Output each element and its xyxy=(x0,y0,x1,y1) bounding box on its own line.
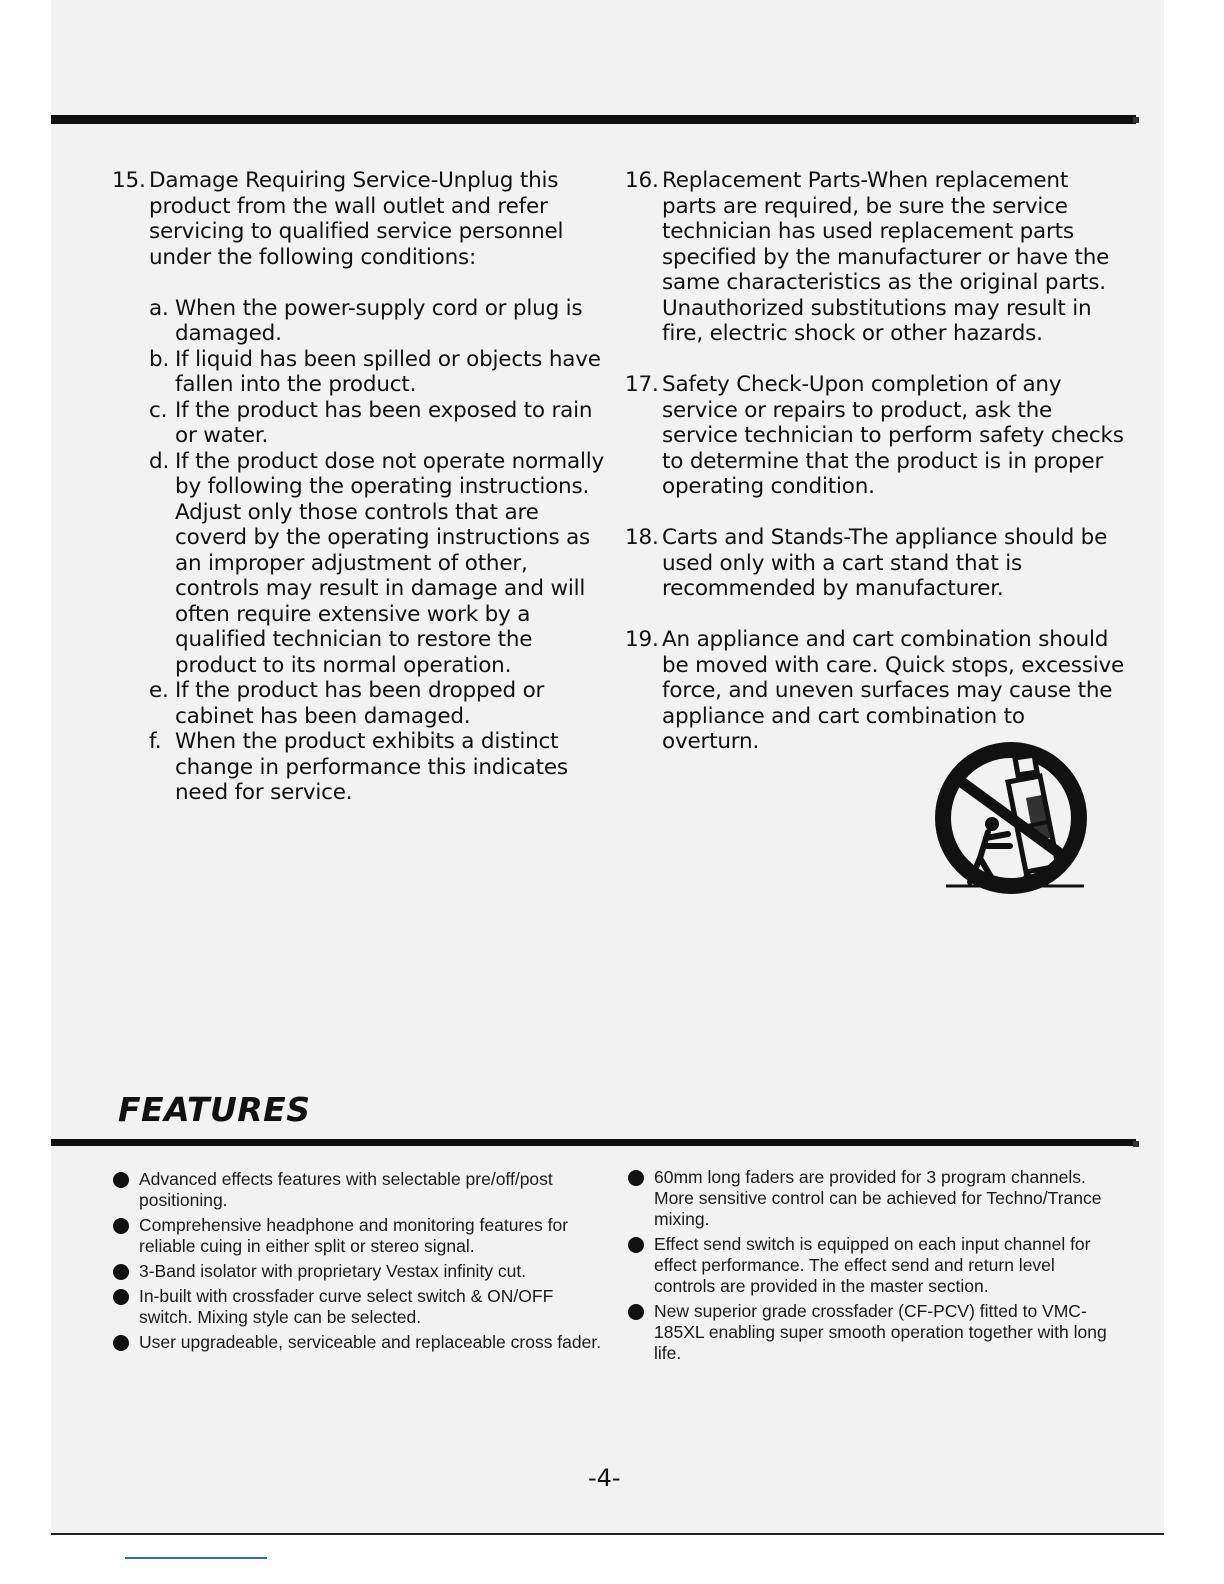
condition-letter: a. xyxy=(149,295,169,321)
item-19 xyxy=(625,627,1125,755)
condition-text: When the power-supply cord or plug is damaged. xyxy=(175,295,583,346)
item-text: An appliance and cart combination should be moved with care. Quick stops, excessive force, and uneven surfaces may cause the appliance and cart combination to overturn. xyxy=(662,627,1125,754)
item-text: Replacement Parts-When replacement parts are required, be sure the service technician has used replacement parts specified by the manufacturer or have the same characteristics as the original parts. Unauthorized substitutions may result in fire, electric shock or other hazards. xyxy=(662,168,1110,346)
feature-item xyxy=(627,1301,1117,1364)
item-text: Safety Check-Upon completion of any service or repairs to product, ask the service technician to perform safety checks to determine that the product is in proper operating condition. xyxy=(662,372,1124,499)
feature-text: New superior grade crossfader (CF-PCV) fitted to VMC-185XL enabling super smooth operation together with long life. xyxy=(654,1301,1107,1363)
feature-text: User upgradeable, serviceable and replaceable cross fader. xyxy=(139,1332,602,1352)
item-16 xyxy=(625,168,1125,347)
feature-item xyxy=(627,1167,1117,1230)
condition-text: If the product dose not operate normally by following the operating instructions. Adjust only those controls that are coverd by the operating instructions as an improper adjustment of other, controls may result in damage and will often require extensive work by a qualified technician to restore the product to its normal operation. xyxy=(175,448,605,678)
features-right-list xyxy=(627,1167,1117,1368)
bullet-icon xyxy=(113,1264,129,1280)
condition-text: If liquid has been spilled or objects have fallen into the product. xyxy=(175,346,601,397)
condition-letter: b. xyxy=(149,346,170,372)
feature-item xyxy=(112,1215,607,1257)
feature-item xyxy=(112,1332,607,1353)
condition-item xyxy=(149,296,612,347)
item-number: 16. xyxy=(625,168,659,193)
feature-item xyxy=(112,1169,607,1211)
condition-letter: e. xyxy=(149,678,169,703)
feature-text: Advanced effects features with selectable pre/off/post positioning. xyxy=(139,1169,553,1210)
condition-item xyxy=(149,449,612,679)
item-number: 17. xyxy=(625,372,659,397)
features-left-list xyxy=(112,1169,607,1357)
cart-tip-over-warning-icon xyxy=(926,738,1096,903)
condition-letter: d. xyxy=(149,448,170,474)
item-number: 15. xyxy=(112,168,146,193)
condition-item xyxy=(149,729,612,806)
bullet-icon xyxy=(113,1218,129,1234)
bullet-icon xyxy=(113,1335,129,1351)
features-heading: FEATURES xyxy=(118,1090,311,1129)
feature-text: In-built with crossfader curve select switch & ON/OFF switch. Mixing style can be selected. xyxy=(139,1286,554,1327)
item-text: Carts and Stands-The appliance should be used only with a cart stand that is recommended by manufacturer. xyxy=(662,525,1108,601)
top-rule xyxy=(51,115,1136,124)
bullet-icon xyxy=(628,1170,644,1186)
feature-item xyxy=(112,1286,607,1328)
bottom-rule xyxy=(51,1533,1164,1535)
item-15 xyxy=(112,168,612,806)
condition-text: If the product has been exposed to rain or water. xyxy=(175,397,593,448)
condition-text: When the product exhibits a distinct change in performance this indicates need for service. xyxy=(175,729,568,805)
feature-text: 60mm long faders are provided for 3 program channels. More sensitive control can be achieved for Techno/Trance mixing. xyxy=(654,1167,1102,1229)
item-number: 18. xyxy=(625,525,659,550)
features-rule xyxy=(51,1139,1136,1146)
feature-text: 3-Band isolator with proprietary Vestax infinity cut. xyxy=(139,1261,527,1281)
right-column xyxy=(625,168,1125,780)
feature-item xyxy=(112,1261,607,1282)
left-column xyxy=(112,168,612,831)
page-number: -4- xyxy=(588,1464,621,1492)
item-number: 19. xyxy=(625,627,659,652)
condition-letter: c. xyxy=(149,397,168,423)
bullet-icon xyxy=(113,1172,129,1188)
condition-text: If the product has been dropped or cabinet has been damaged. xyxy=(175,678,545,729)
feature-text: Effect send switch is equipped on each input channel for effect performance. The effect send and return level controls are provided in the master section. xyxy=(654,1234,1091,1296)
link-underline xyxy=(125,1557,267,1559)
bullet-icon xyxy=(628,1237,644,1253)
condition-item xyxy=(149,398,612,449)
item-text: Damage Requiring Service-Unplug this product from the wall outlet and refer servicing to qualified service personnel under the following conditions: xyxy=(149,168,564,270)
item-18 xyxy=(625,525,1125,602)
condition-list xyxy=(149,296,612,806)
condition-item xyxy=(149,347,612,398)
condition-letter: f. xyxy=(149,729,162,754)
bullet-icon xyxy=(113,1289,129,1305)
feature-text: Comprehensive headphone and monitoring features for reliable cuing in either split or stereo signal. xyxy=(139,1215,569,1256)
feature-item xyxy=(627,1234,1117,1297)
item-17 xyxy=(625,372,1125,500)
condition-item xyxy=(149,678,612,729)
bullet-icon xyxy=(628,1304,644,1320)
